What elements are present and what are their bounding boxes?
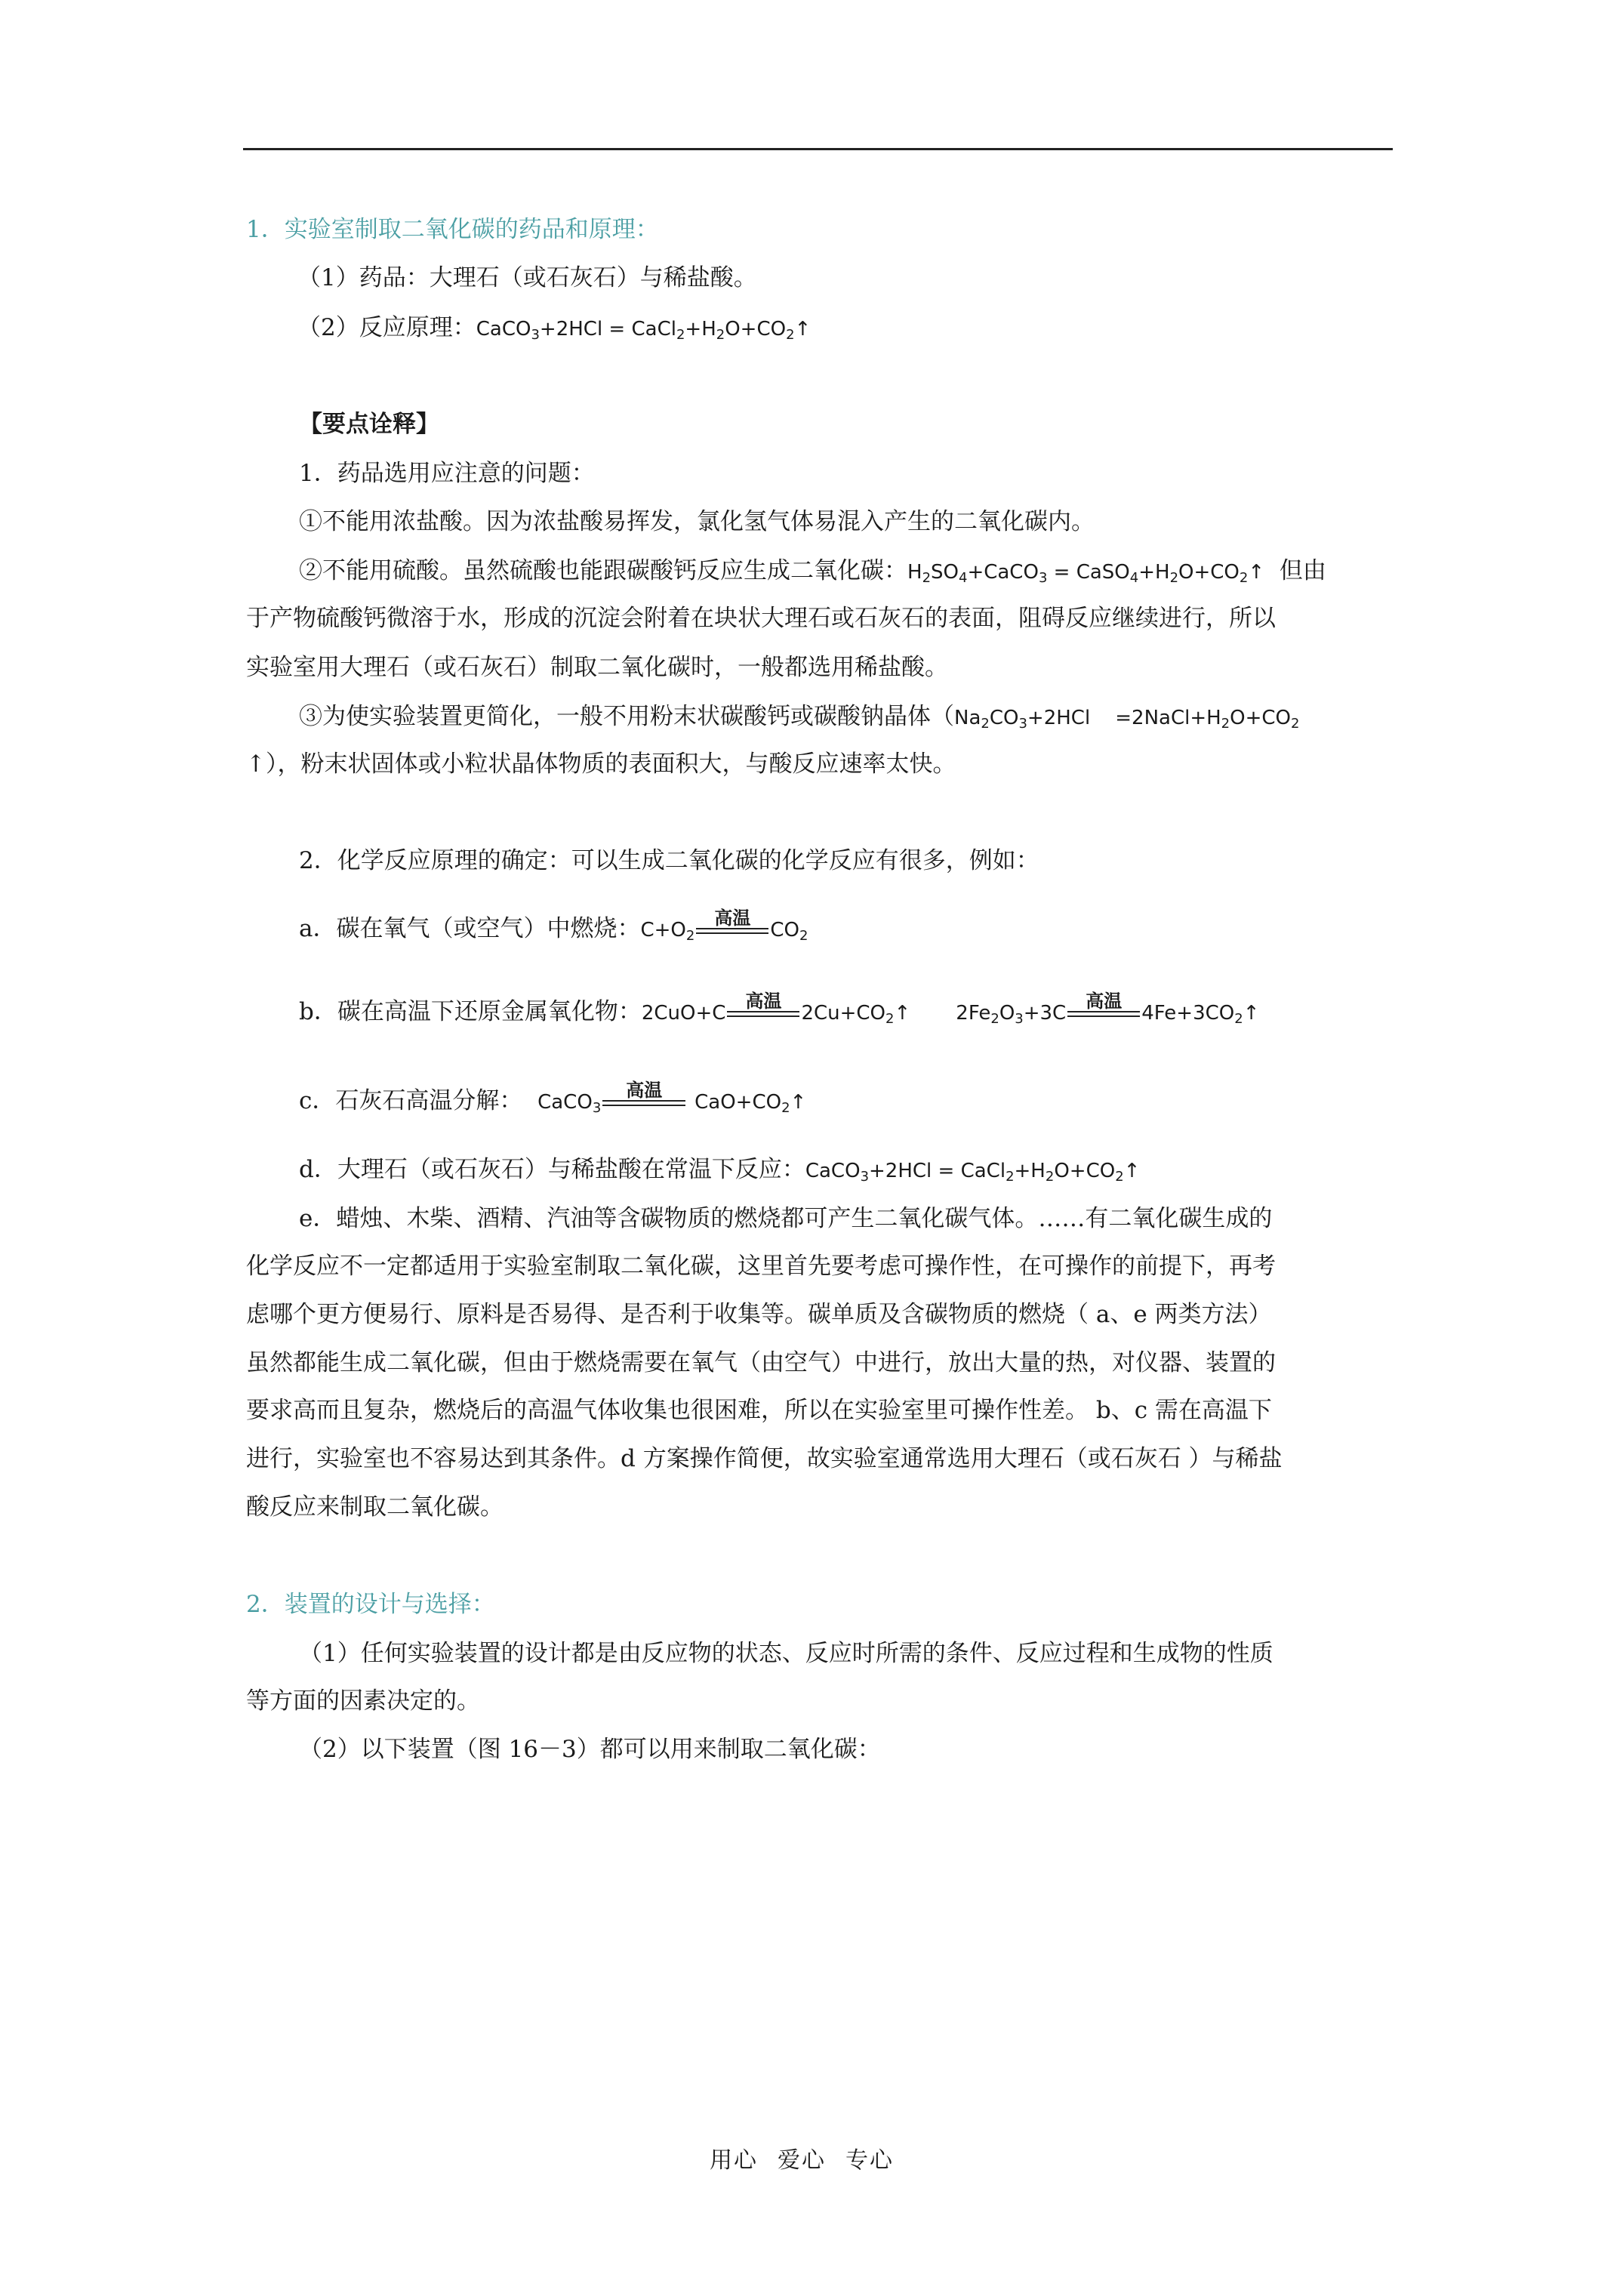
reaction-e-line-2: 化学反应不一定都适用于实验室制取二氧化碳，这里首先要考虑可操作性，在可操作的前提下，再考 [246,1253,1276,1280]
note-3-equation: $Na_2CO_3+2HCl$ $=2NaCl+H_2O+CO_2$ [954,707,1300,732]
note-2-line-2: 于产物硫酸钙微溶于水，形成的沉淀会附着在块状大理石或石灰石的表面，阻碍反应继续进行，所以 [246,605,1276,632]
header-rule [243,148,1393,150]
principle-line [297,311,811,346]
notes-point-1-title: 1．药品选用应注意的问题： [299,460,595,487]
principle-equation: CaCO$_3$+2HCl = $CaCl_2+H_2O+CO_2↑$ [476,318,812,343]
high-temp-condition: 高温 [696,912,768,945]
notes-point-2-title: 2．化学反应原理的确定：可以生成二氧化碳的化学反应有很多，例如： [299,847,1039,874]
section-1-heading: 1．实验室制取二氧化碳的药品和原理： [246,216,659,243]
section-2-p1-line-1: （1）任何实验装置的设计都是由反应物的状态、反应时所需的条件、反应过程和生成物的性质 [299,1640,1273,1667]
reaction-e-line-4: 虽然都能生成二氧化碳，但由于燃烧需要在氧气（由空气）中进行，放出大量的热，对仪器、装置的 [246,1349,1276,1376]
reaction-e-line-7: 酸反应来制取二氧化碳。 [246,1493,504,1521]
high-temp-condition: 高温 [1067,995,1140,1028]
reaction-e-line-3: 虑哪个更方便易行、原料是否易得、是否利于收集等。碳单质及含碳物质的燃烧（ a、e 两类方法） [246,1301,1272,1328]
section-2-heading: 2．装置的设计与选择： [246,1591,495,1618]
section-2-p1-line-2: 等方面的因素决定的。 [246,1687,480,1715]
footer-word: 爱心 [778,2147,826,2174]
reaction-e-line-6: 进行，实验室也不容易达到其条件。d 方案操作简便，故实验室通常选用大理石（或石灰石 ）与稀盐 [246,1445,1283,1472]
reaction-b: b．碳在高温下还原金属氧化物：2CuO+C 高温 $2Cu+CO_2↑$ $2Fe_2O_3+3C$ 高温 $4Fe+3CO_2↑$ [299,991,1260,1027]
high-temp-condition: 高温 [602,1084,685,1117]
principle-label: （2）反应原理： [297,314,476,341]
reaction-d: d．大理石（或石灰石）与稀盐酸在常温下反应：CaCO$_3$+2HCl = $CaCl_2+H_2O+CO_2↑$ [299,1156,1141,1185]
reaction-c: c．石灰石高温分解： CaCO$_3$ 高温 $CaO+CO_2↑$ [299,1080,807,1116]
note-3-line-1: ③为使实验装置更简化，一般不用粉末状碳酸钙或碳酸钠晶体（$Na_2CO_3+2HCl$ $=2NaCl+H_2O+CO_2$ [299,703,1300,732]
note-2-line-3: 实验室用大理石（或石灰石）制取二氧化碳时，一般都选用稀盐酸。 [246,654,948,681]
notes-title: 【要点诠释】 [299,411,439,438]
reaction-e-line-1: e．蜡烛、木柴、酒精、汽油等含碳物质的燃烧都可产生二氧化碳气体。……有二氧化碳生成的 [299,1205,1273,1232]
page-footer [710,2144,913,2177]
reaction-e-line-5: 要求高而且复杂，燃烧后的高温气体收集也很困难，所以在实验室里可操作性差。 b、c 需在高温下 [246,1397,1272,1424]
note-3-line-2: ↑），粉末状固体或小粒状晶体物质的表面积大，与酸反应速率太快。 [246,750,956,778]
note-2-equation: $H_2SO_4+CaCO_3$ = $CaSO_4+H_2O+CO_2↑$ [907,561,1265,586]
note-2-line-1: ②不能用硫酸。虽然硫酸也能跟碳酸钙反应生成二氧化碳：$H_2SO_4+CaCO_3$ = $CaSO_4+H_2O+CO_2↑$ 但由 [299,557,1326,586]
section-2-p2: （2）以下装置（图 16－3）都可以用来制取二氧化碳： [299,1736,881,1763]
footer-word: 专心 [845,2147,894,2174]
footer-word: 用心 [710,2147,758,2174]
high-temp-condition: 高温 [727,995,799,1028]
note-1: ①不能用浓盐酸。因为浓盐酸易挥发，氯化氢气体易混入产生的二氧化碳内。 [299,508,1095,535]
drug-line: （1）药品：大理石（或石灰石）与稀盐酸。 [297,264,757,291]
reaction-a: a．碳在氧气（或空气）中燃烧：$C+O_2$ 高温 $CO_2$ [299,908,808,944]
